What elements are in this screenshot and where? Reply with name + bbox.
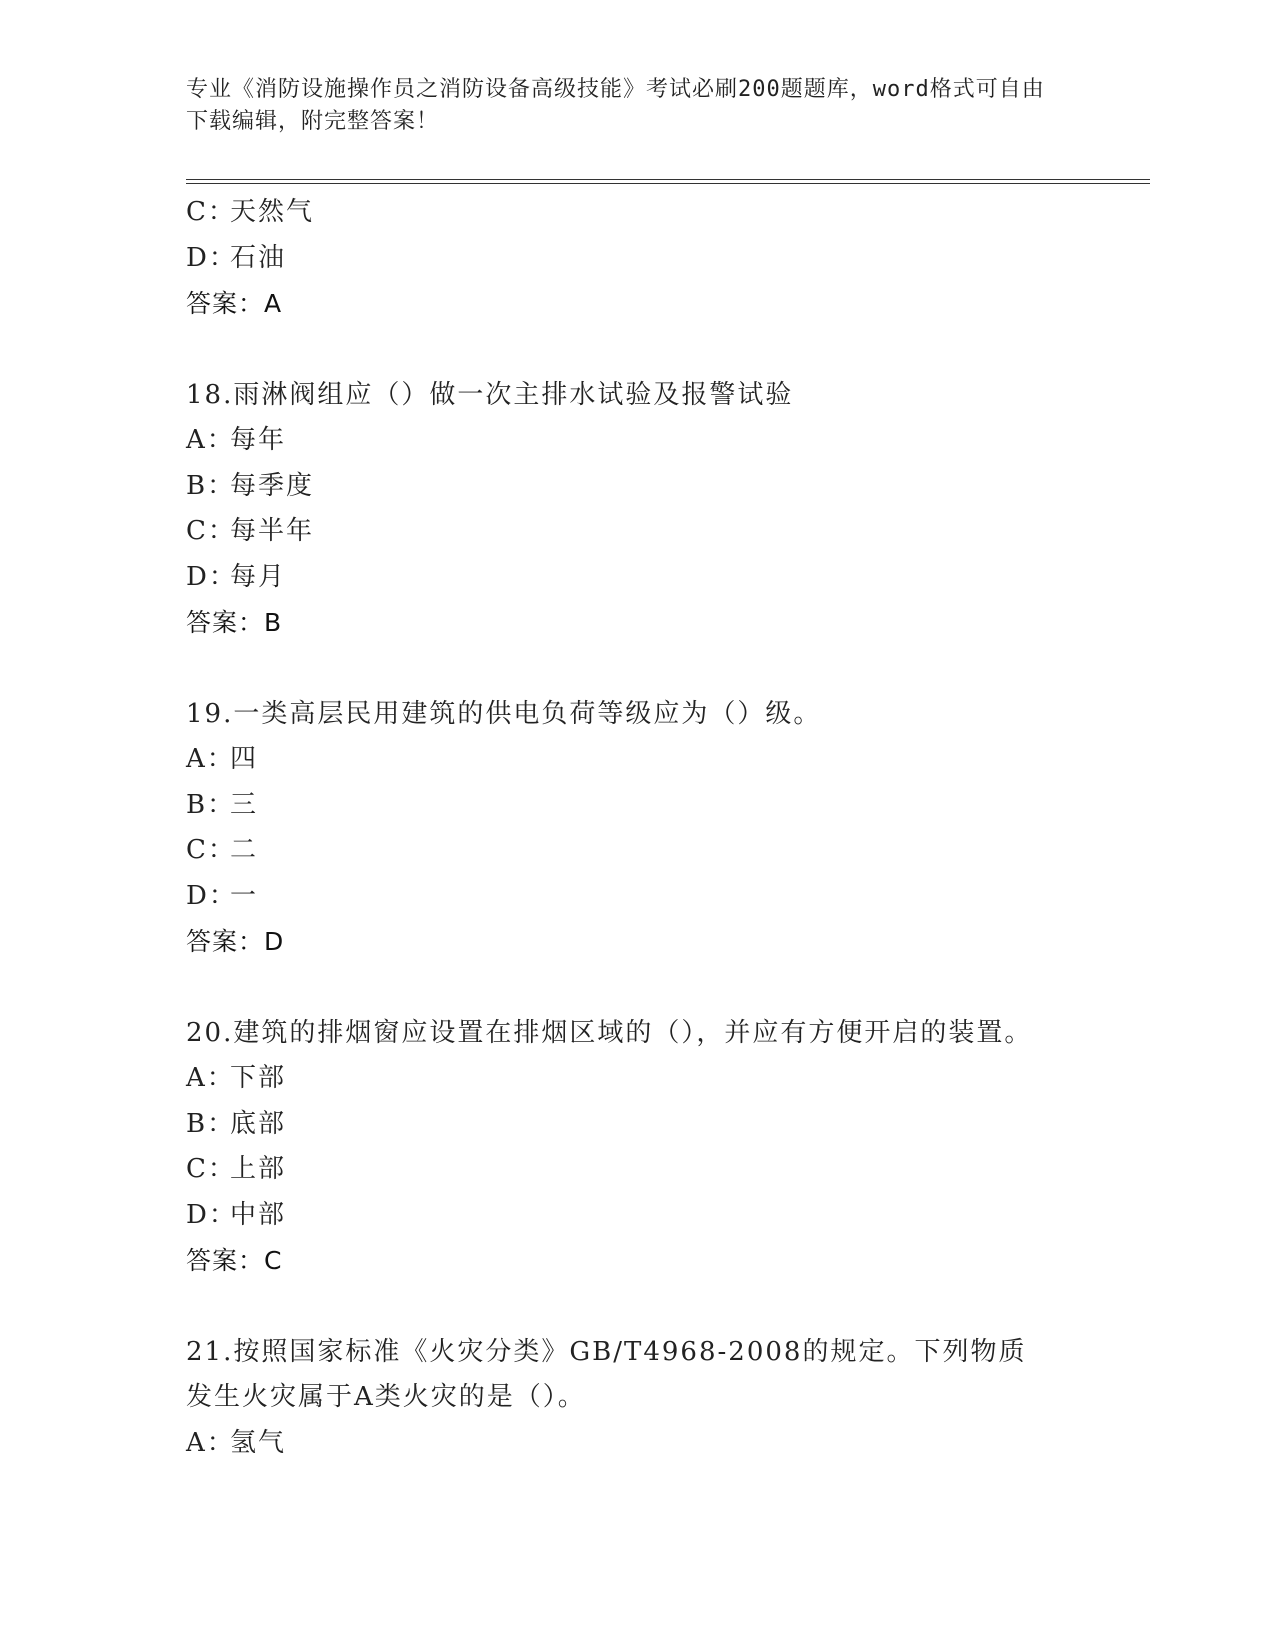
- option-c: C：天然气: [186, 197, 315, 227]
- answer-line: 答案：A: [186, 289, 283, 318]
- answer-line: 答案：C: [186, 1246, 283, 1275]
- document-header: 专业《消防设施操作员之消防设备高级技能》考试必刷200题题库，word格式可自由下载编辑，附完整答案！: [186, 77, 1045, 134]
- answer-line: 答案：D: [186, 927, 285, 956]
- question-18-stem: 18.雨淋阀组应（）做一次主排水试验及报警试验: [186, 379, 794, 410]
- option-d: D：石油: [186, 242, 287, 273]
- option-c: C：每半年: [186, 516, 315, 546]
- question-list: [186, 190, 1086, 1466]
- option-d: D：中部: [186, 1199, 287, 1230]
- option-a: A：四: [186, 744, 259, 774]
- option-b: B：三: [186, 789, 259, 820]
- answer-line: 答案：B: [186, 608, 283, 637]
- option-d: D：每月: [186, 561, 287, 592]
- option-d: D：一: [186, 880, 259, 911]
- option-c: C：上部: [186, 1154, 287, 1184]
- option-a: A：氢气: [186, 1427, 287, 1458]
- option-b: B：底部: [186, 1108, 287, 1139]
- option-b: B：每季度: [186, 470, 315, 501]
- option-a: A：下部: [186, 1063, 287, 1093]
- header-divider-bottom: [186, 183, 1150, 184]
- question-19-stem: 19.一类高层民用建筑的供电负荷等级应为（）级。: [186, 698, 822, 729]
- question-21-stem: 21.按照国家标准《火灾分类》GB/T4968-2008的规定。下列物质发生火灾属于A类火灾的是（）。: [186, 1336, 1027, 1412]
- option-a: A：每年: [186, 425, 287, 455]
- question-20-stem: 20.建筑的排烟窗应设置在排烟区域的（），并应有方便开启的装置。: [186, 1017, 1033, 1048]
- option-c: C：二: [186, 835, 259, 865]
- header-divider-top: [186, 179, 1150, 180]
